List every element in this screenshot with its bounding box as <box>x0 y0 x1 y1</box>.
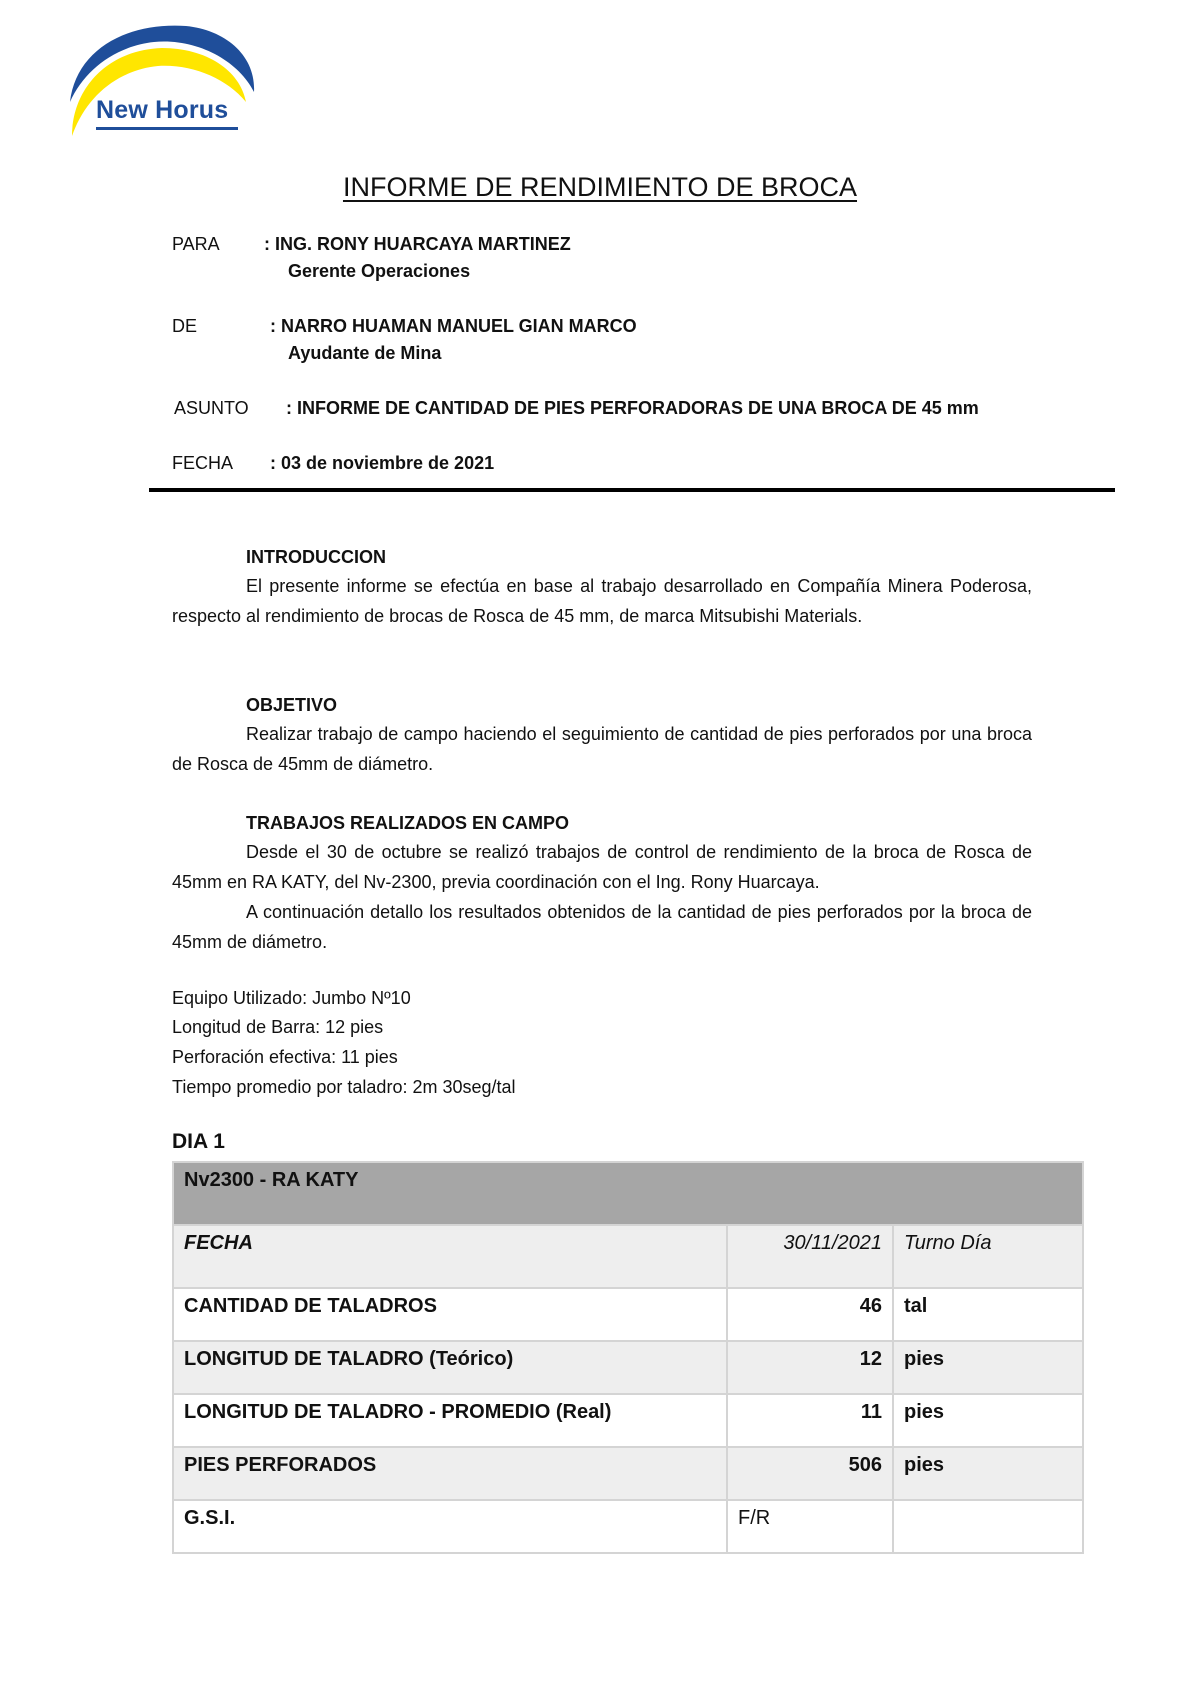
gsi-value: F/R <box>727 1500 893 1553</box>
row-unit: pies <box>893 1394 1083 1447</box>
row-value: 12 <box>727 1341 893 1394</box>
detail-tiempo: Tiempo promedio por taladro: 2m 30seg/tal <box>172 1077 516 1097</box>
fecha-cell-turno: Turno Día <box>893 1225 1083 1288</box>
document-title: INFORME DE RENDIMIENTO DE BROCA <box>342 172 858 202</box>
dia-label: DIA 1 <box>172 1130 225 1153</box>
table-heading-row <box>173 1162 1083 1225</box>
fecha-value: : 03 de noviembre de 2021 <box>270 453 495 473</box>
gsi-label: G.S.I. <box>173 1500 727 1553</box>
asunto-label: ASUNTO <box>174 398 249 418</box>
detail-longitud-barra: Longitud de Barra: 12 pies <box>172 1017 384 1037</box>
fecha-cell-label: FECHA <box>173 1225 727 1288</box>
objetivo-title: OBJETIVO <box>246 695 338 715</box>
table-row <box>173 1341 1083 1394</box>
header-divider <box>149 488 1115 492</box>
asunto-value: : INFORME DE CANTIDAD DE PIES PERFORADORAS DE UNA BROCA DE 45 mm <box>286 398 979 418</box>
detail-perforacion: Perforación efectiva: 11 pies <box>172 1047 398 1067</box>
row-label: LONGITUD DE TALADRO - PROMEDIO (Real) <box>173 1394 727 1447</box>
row-value: 11 <box>727 1394 893 1447</box>
objetivo-text: Realizar trabajo de campo haciendo el seguimiento de cantidad de pies perforados por una broca de Rosca de 45mm de diámetro. <box>172 724 1032 774</box>
logo-wordmark: New Horus <box>96 96 229 124</box>
row-label: CANTIDAD DE TALADROS <box>173 1288 727 1341</box>
gsi-unit <box>893 1500 1083 1553</box>
trabajos-text-2: A continuación detallo los resultados obtenidos de la cantidad de pies perforados por la broca de 45mm de diámetro. <box>172 902 1032 952</box>
table-row <box>173 1447 1083 1500</box>
para-value: : ING. RONY HUARCAYA MARTINEZ <box>264 234 571 254</box>
trabajos-title: TRABAJOS REALIZADOS EN CAMPO <box>246 813 570 833</box>
table-row <box>173 1394 1083 1447</box>
row-value: 46 <box>727 1288 893 1341</box>
table-row <box>173 1288 1083 1341</box>
fecha-label: FECHA <box>172 453 234 473</box>
de-value: : NARRO HUAMAN MANUEL GIAN MARCO <box>270 316 637 336</box>
row-unit: tal <box>893 1288 1083 1341</box>
row-unit: pies <box>893 1341 1083 1394</box>
intro-text: El presente informe se efectúa en base al trabajo desarrollado en Compañía Minera Poderosa, respecto al rendimiento de brocas de Rosca de 45 mm, de marca Mitsubishi Materials. <box>172 576 1032 626</box>
de-role: Ayudante de Mina <box>288 343 442 363</box>
logo-underline <box>96 127 238 130</box>
intro-title: INTRODUCCION <box>246 547 386 567</box>
detail-equipo: Equipo Utilizado: Jumbo Nº10 <box>172 988 411 1008</box>
para-label: PARA <box>172 234 220 254</box>
row-unit: pies <box>893 1447 1083 1500</box>
fecha-cell-date: 30/11/2021 <box>727 1225 893 1288</box>
rendimiento-table <box>172 1161 1084 1554</box>
para-role: Gerente Operaciones <box>288 261 471 281</box>
table-row <box>173 1500 1083 1553</box>
trabajos-text-1: Desde el 30 de octubre se realizó trabajos de control de rendimiento de la broca de Rosca de 45mm en RA KATY, del Nv-2300, previa coordinación con el Ing. Rony Huarcaya. <box>172 842 1032 892</box>
table-row <box>173 1225 1083 1288</box>
table-heading: Nv2300 - RA KATY <box>173 1162 1083 1225</box>
row-label: LONGITUD DE TALADRO (Teórico) <box>173 1341 727 1394</box>
row-value: 506 <box>727 1447 893 1500</box>
row-label: PIES PERFORADOS <box>173 1447 727 1500</box>
de-label: DE <box>172 316 198 336</box>
